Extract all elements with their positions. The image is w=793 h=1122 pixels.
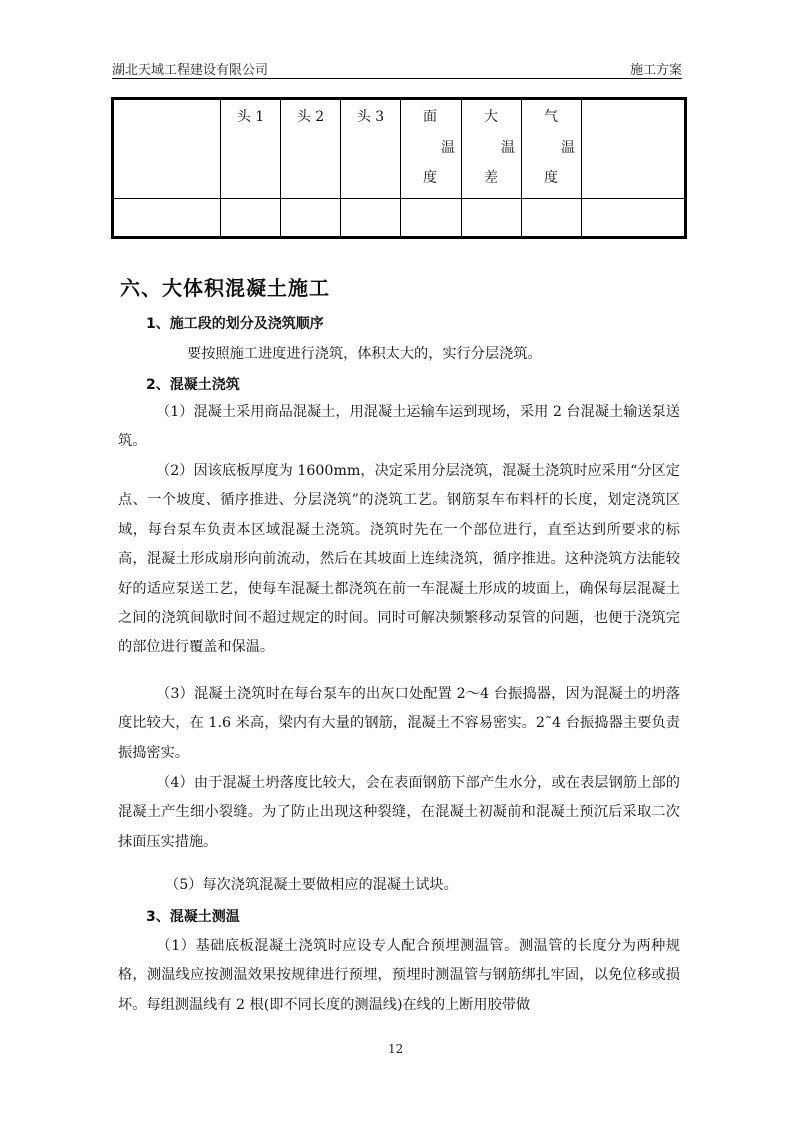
table-header-cell-surface-temp: 面 温 度 (401, 99, 462, 199)
paragraph-item-2: （2）因该底板厚度为 1600mm，决定采用分层浇筑，混凝土浇筑时应采用“分区定点、一个坡度、循序推进、分层浇筑”的浇筑工艺。钢筋泵车布料杆的长度，划定浇筑区域，每台泵车负责本区域混凝土浇筑。浇筑时先在一个部位进行，直至达到所要求的标高，混凝土形成扇形向前流动，然后在其坡面上连续浇筑，循序推进。这种浇筑方法能较好的适应泵送工艺，使每车混凝土都浇筑在前一车混凝土形成的坡面上，确保每层混凝土之间的浇筑间歇时间不超过规定的时间。同时可解决频繁移动泵管的问题，也便于浇筑完的部位进行覆盖和保温。 (118, 463, 680, 656)
table-header-cell-max-temp-diff: 大 温 差 (462, 99, 522, 199)
table-header-cell: 头 1 (221, 99, 281, 199)
subsection-heading-2: 2、混凝土浇筑 (146, 377, 240, 393)
table-cell (221, 199, 281, 238)
paragraph-item-3: （3）混凝土浇筑时在每台泵车的出灰口处配置 2～4 台振捣器，因为混凝土的坍落度比较大，在 1.6 米高，梁内有大量的钢筋，混凝土不容易密实。2˜4 台振捣器主要负责振捣密实。 (118, 686, 680, 761)
table-header-cell-air-temp: 气 温 度 (522, 99, 582, 199)
table-row (113, 199, 686, 238)
subsection-heading-3: 3、混凝土测温 (146, 909, 240, 925)
table-cell (462, 199, 522, 238)
page-number: 12 (388, 1042, 404, 1056)
table-cell (522, 199, 582, 238)
table-cell (113, 199, 221, 238)
paragraph-sub1: 要按照施工进度进行浇筑，体积太大的，实行分层浇筑。 (187, 346, 542, 362)
page-header (112, 58, 682, 79)
table-header-cell: 头 2 (281, 99, 341, 199)
paragraph-item-1: （1）混凝土采用商品混凝土，用混凝土运输车运到现场，采用 2 台混凝土输送泵送筑。 (118, 404, 680, 450)
table-cell (582, 199, 686, 238)
table-cell (341, 199, 401, 238)
table-header-cell: 头 3 (341, 99, 401, 199)
paragraph-measure-1: （1）基础底板混凝土浇筑时应设专人配合预埋测温管。测温管的长度分为两种规格，测温线应按测温效果按规律进行预埋，预埋时测温管与钢筋绑扎牢固，以免位移或损坏。每组测温线有 2 根(即不同长度的测温线)在线的上断用胶带做 (118, 938, 680, 1013)
table-cell (281, 199, 341, 238)
paragraph-item-4: （4）由于混凝土坍落度比较大，会在表面钢筋下部产生水分，或在表层钢筋上部的混凝土产生细小裂缝。为了防止出现这种裂缝，在混凝土初凝前和混凝土预沉后采取二次抹面压实措施。 (118, 775, 680, 850)
subsection-heading-1: 1、施工段的划分及浇筑顺序 (146, 316, 324, 332)
company-name: 湖北天域工程建设有限公司 (112, 63, 269, 78)
section-heading: 六、大体积混凝土施工 (120, 276, 330, 300)
table-header-cell (113, 99, 221, 199)
temperature-record-table (111, 97, 687, 239)
paragraph-item-5: （5）每次浇筑混凝土要做相应的混凝土试块。 (165, 877, 458, 893)
table-cell (401, 199, 462, 238)
document-type: 施工方案 (629, 63, 682, 78)
table-header-row (113, 99, 686, 199)
table-header-cell (582, 99, 686, 199)
